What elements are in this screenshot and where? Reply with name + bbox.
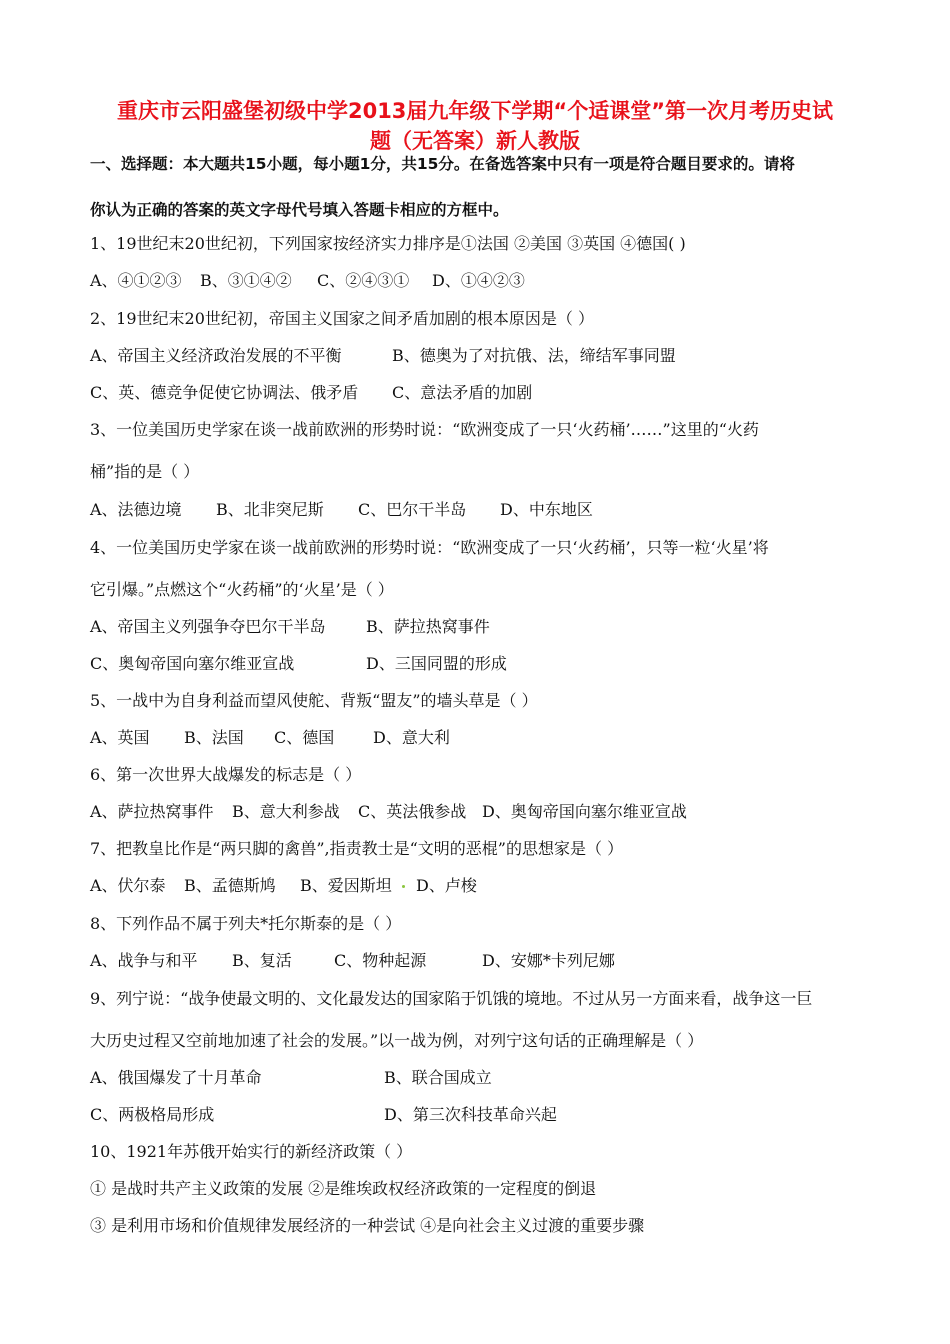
q7-option-c: B、爱因斯坦 (300, 876, 392, 895)
q4-option-b: B、萨拉热窝事件 (366, 617, 490, 636)
question-10-stem: 10、1921年苏俄开始实行的新经济政策（ ） (90, 1142, 413, 1161)
question-1-stem: 1、19世纪末20世纪初，下列国家按经济实力排序是①法国 ②美国 ③英国 ④德国( ) (90, 234, 686, 253)
q7-option-d: D、卢梭 (416, 876, 477, 895)
section-instruction-line1: 一、选择题：本大题共15小题，每小题1分，共15分。在备选答案中只有一项是符合题目要求的。请将 (90, 155, 795, 173)
question-5-stem: 5、一战中为自身利益而望风使舵、背叛“盟友”的墙头草是（ ） (90, 691, 538, 710)
q6-option-a: A、萨拉热窝事件 (90, 802, 214, 821)
question-10-statement-1-2: ① 是战时共产主义政策的发展 ②是维埃政权经济政策的一定程度的倒退 (90, 1179, 597, 1198)
question-9-stem-line2: 大历史过程又空前地加速了社会的发展。”以一战为例，对列宁这句话的正确理解是（ ） (90, 1031, 704, 1050)
question-6-stem: 6、第一次世界大战爆发的标志是（ ） (90, 765, 362, 784)
question-8-stem: 8、下列作品不属于列夫*托尔斯泰的是（ ） (90, 914, 402, 933)
q8-option-a: A、战争与和平 (90, 951, 198, 970)
question-10-statement-3-4: ③ 是利用市场和价值规律发展经济的一种尝试 ④是向社会主义过渡的重要步骤 (90, 1216, 645, 1235)
artifact-dot-icon (400, 875, 407, 897)
q9-option-c: C、两极格局形成 (90, 1105, 215, 1124)
question-4-stem-line1: 4、一位美国历史学家在谈一战前欧洲的形势时说：“欧洲变成了一只‘火药桶’，只等一粒‘火星’将 (90, 538, 769, 557)
q9-option-a: A、俄国爆发了十月革命 (90, 1068, 262, 1087)
q1-option-a: A、④①②③ (90, 271, 182, 290)
q4-option-a: A、帝国主义列强争夺巴尔干半岛 (90, 617, 326, 636)
q4-option-d: D、三国同盟的形成 (366, 654, 507, 673)
exam-title-line2: 题（无答案）新人教版 (370, 129, 580, 153)
q5-option-d: D、意大利 (373, 728, 450, 747)
question-9-stem-line1: 9、列宁说：“战争使最文明的、文化最发达的国家陷于饥饿的境地。不过从另一方面来看，战争这一巨 (90, 989, 813, 1008)
q8-option-b: B、复活 (232, 951, 292, 970)
q7-option-a: A、伏尔泰 (90, 876, 166, 895)
q9-option-d: D、第三次科技革命兴起 (384, 1105, 557, 1124)
q2-option-a: A、帝国主义经济政治发展的不平衡 (90, 346, 342, 365)
q5-option-a: A、英国 (90, 728, 150, 747)
q2-option-d: C、意法矛盾的加剧 (392, 383, 533, 402)
q9-option-b: B、联合国成立 (384, 1068, 492, 1087)
q2-option-c: C、英、德竞争促使它协调法、俄矛盾 (90, 383, 359, 402)
q6-option-c: C、英法俄参战 (358, 802, 467, 821)
q3-option-c: C、巴尔干半岛 (358, 500, 467, 519)
q1-option-d: D、①④②③ (432, 271, 525, 290)
q6-option-b: B、意大利参战 (232, 802, 340, 821)
q4-option-c: C、奥匈帝国向塞尔维亚宣战 (90, 654, 295, 673)
q3-option-d: D、中东地区 (500, 500, 593, 519)
q3-option-b: B、北非突尼斯 (216, 500, 324, 519)
question-3-stem-line1: 3、一位美国历史学家在谈一战前欧洲的形势时说：“欧洲变成了一只‘火药桶’……”这里的“火药 (90, 420, 759, 439)
q5-option-b: B、法国 (184, 728, 244, 747)
q8-option-c: C、物种起源 (334, 951, 427, 970)
q1-option-c: C、②④③① (317, 271, 410, 290)
q2-option-b: B、德奥为了对抗俄、法，缔结军事同盟 (392, 346, 676, 365)
question-2-stem: 2、19世纪末20世纪初，帝国主义国家之间矛盾加剧的根本原因是（ ） (90, 309, 594, 328)
question-4-stem-line2: 它引爆。”点燃这个“火药桶”的‘火星’是（ ） (90, 580, 394, 599)
q3-option-a: A、法德边境 (90, 500, 182, 519)
question-3-stem-line2: 桶”指的是（ ） (90, 462, 200, 481)
question-7-stem: 7、把教皇比作是“两只脚的禽兽”,指责教士是“文明的恶棍”的思想家是（ ） (90, 839, 624, 858)
q6-option-d: D、奥匈帝国向塞尔维亚宣战 (482, 802, 687, 821)
q5-option-c: C、德国 (274, 728, 335, 747)
section-instruction-line2: 你认为正确的答案的英文字母代号填入答题卡相应的方框中。 (90, 201, 509, 219)
q8-option-d: D、安娜*卡列尼娜 (482, 951, 615, 970)
q7-option-b: B、孟德斯鸠 (184, 876, 276, 895)
q1-option-b: B、③①④② (200, 271, 292, 290)
exam-title-line1: 重庆市云阳盛堡初级中学2013届九年级下学期“个适课堂”第一次月考历史试 (116, 99, 834, 123)
